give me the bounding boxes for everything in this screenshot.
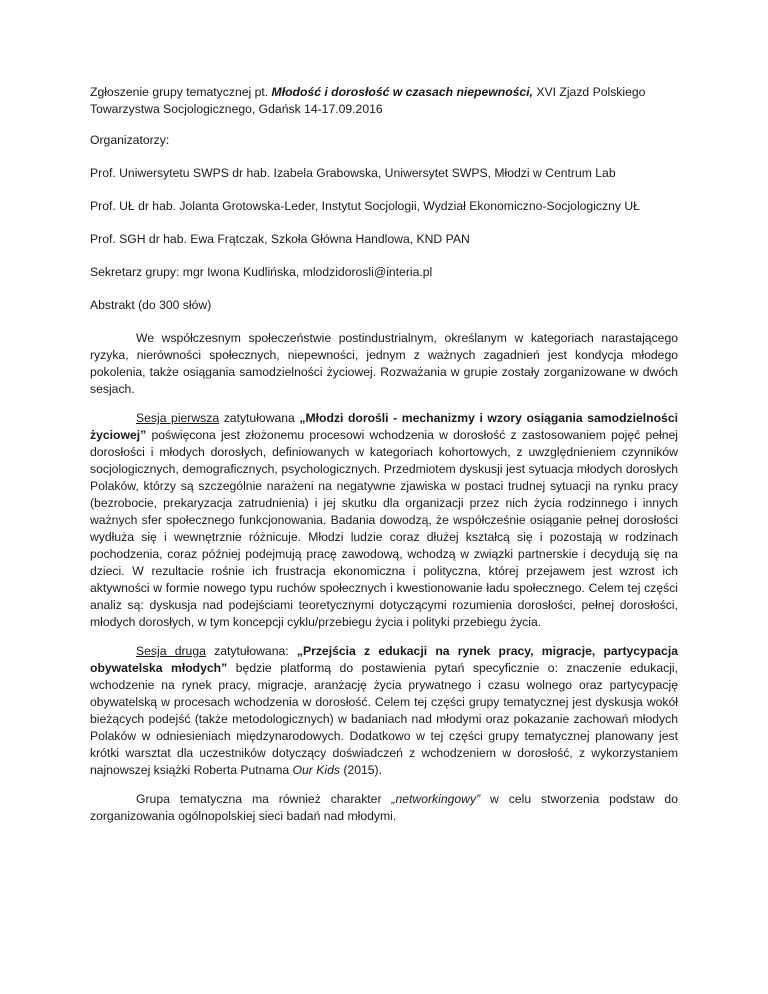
book-title: Our Kids xyxy=(292,763,340,777)
submission-intro: Zgłoszenie grupy tematycznej pt. Młodość i dorosłość w czasach niepewności, XVI Zjazd Polskiego Towarzystwa Socjologicznego, Gdańsk 14-17.09.2016 xyxy=(90,85,646,116)
session-1-title: „Młodzi dorośli - mechanizmy i wzory osiągania samodzielności życiowej” xyxy=(90,411,678,442)
session-2-label: Sesja druga xyxy=(136,644,206,658)
organizers-heading: Organizatorzy: xyxy=(90,133,170,147)
abstract-paragraph-1: We współczesnym społeczeństwie postindustrialnym, określanym w kategoriach narastającego ryzyka, nierówności społecznych, niepewności, jednym z ważnych zagadnień jest kondycja młodego pokolenia, także osiągania samodzielności życiowej. Rozważania w grupie zostały zorganizowane w dwóch sesjach. xyxy=(90,331,678,396)
networking-term: „networkingowy” xyxy=(391,792,481,806)
closing-paragraph: Grupa tematyczna ma również charakter „networkingowy” w celu stworzenia podstaw do zorganizowania ogólnopolskiej sieci badań nad młodymi. xyxy=(90,792,678,823)
group-title: Młodość i dorosłość w czasach niepewności, xyxy=(271,85,533,99)
session-1-paragraph: Sesja pierwsza zatytułowana „Młodzi dorośli - mechanizmy i wzory osiągania samodzielności życiowej” poświęcona jest złożonemu procesowi wchodzenia w dorosłość z zastosowaniem pojęć pełnej dorosłości i młodych dorosłych, definiowanych w kategoriach kohortowych, z uwzględnieniem czynników socjologicznych, demograficznych, psychologicznych. Przedmiotem dyskusji jest sytuacja młodych dorosłych Polaków, którzy są szczególnie narażeni na negatywne zjawiska w postaci trudnej sytuacji na rynku pracy (bezrobocie, prekaryzacja zatrudnienia) i jej skutku dla organizacji przez nich życia rodzinnego i innych ważnych sfer społecznego funkcjonowania. Badania dowodzą, że współcześnie osiąganie pełnej dorosłości wydłuża się i wewnętrznie różnicuje. Młodzi ludzie coraz dłużej kształcą się i pozostają w rodzinach pochodzenia, coraz później podejmują pracę zawodową, wchodzą w związki partnerskie i decydują się na dzieci. W rezultacie rośnie ich frustracja ekonomiczna i polityczna, której przejawem jest wzrost ich aktywności w formie nowego typu ruchów społecznych i kwestionowanie ładu społecznego. Celem tej części analiz są: dyskusja nad podejściami teoretycznymi dotyczącymi rozumienia dorosłości, pełnej dorosłości, młodych dorosłych, w tym koncepcji cyklu/przebiegu życia i polityki przebiegu życia. xyxy=(90,411,678,629)
group-secretary: Sekretarz grupy: mgr Iwona Kudlińska, mlodzidorosli@interia.pl xyxy=(90,265,433,279)
session-1-label: Sesja pierwsza xyxy=(136,411,220,425)
organizer-3: Prof. SGH dr hab. Ewa Frątczak, Szkoła Główna Handlowa, KND PAN xyxy=(90,232,470,246)
session-2-title: „Przejścia z edukacji na rynek pracy, migracje, partycypacja obywatelska młodych” xyxy=(90,644,679,675)
organizer-1: Prof. Uniwersytetu SWPS dr hab. Izabela Grabowska, Uniwersytet SWPS, Młodzi w Centrum Lab xyxy=(90,166,616,180)
organizer-2: Prof. UŁ dr hab. Jolanta Grotowska-Leder, Instytut Socjologii, Wydział Ekonomiczno-Socjologiczny UŁ xyxy=(90,199,640,213)
abstract-heading: Abstrakt (do 300 słów) xyxy=(90,298,212,312)
session-2-paragraph: Sesja druga zatytułowana: „Przejścia z edukacji na rynek pracy, migracje, partycypacja obywatelska młodych” będzie platformą do postawienia pytań specyficznie o: znaczenie edukacji, wchodzenie na rynek pracy, migracje, aranżację życia prywatnego i czasu wolnego oraz partycypację obywatelską w procesach wchodzenia w dorosłość. Celem tej części grupy tematycznej jest dyskusja wokół bieżących podejść (także metodologicznych) w badaniach nad młodymi oraz pokazanie zachowań młodych Polaków w odniesieniach międzynarodowych. Dodatkowo w tej części grupy tematycznej planowany jest krótki warsztat dla uczestników dotyczący doświadczeń z wchodzeniem w dorosłość, z wykorzystaniem najnowszej książki Roberta Putnama Our Kids (2015). xyxy=(90,644,679,777)
